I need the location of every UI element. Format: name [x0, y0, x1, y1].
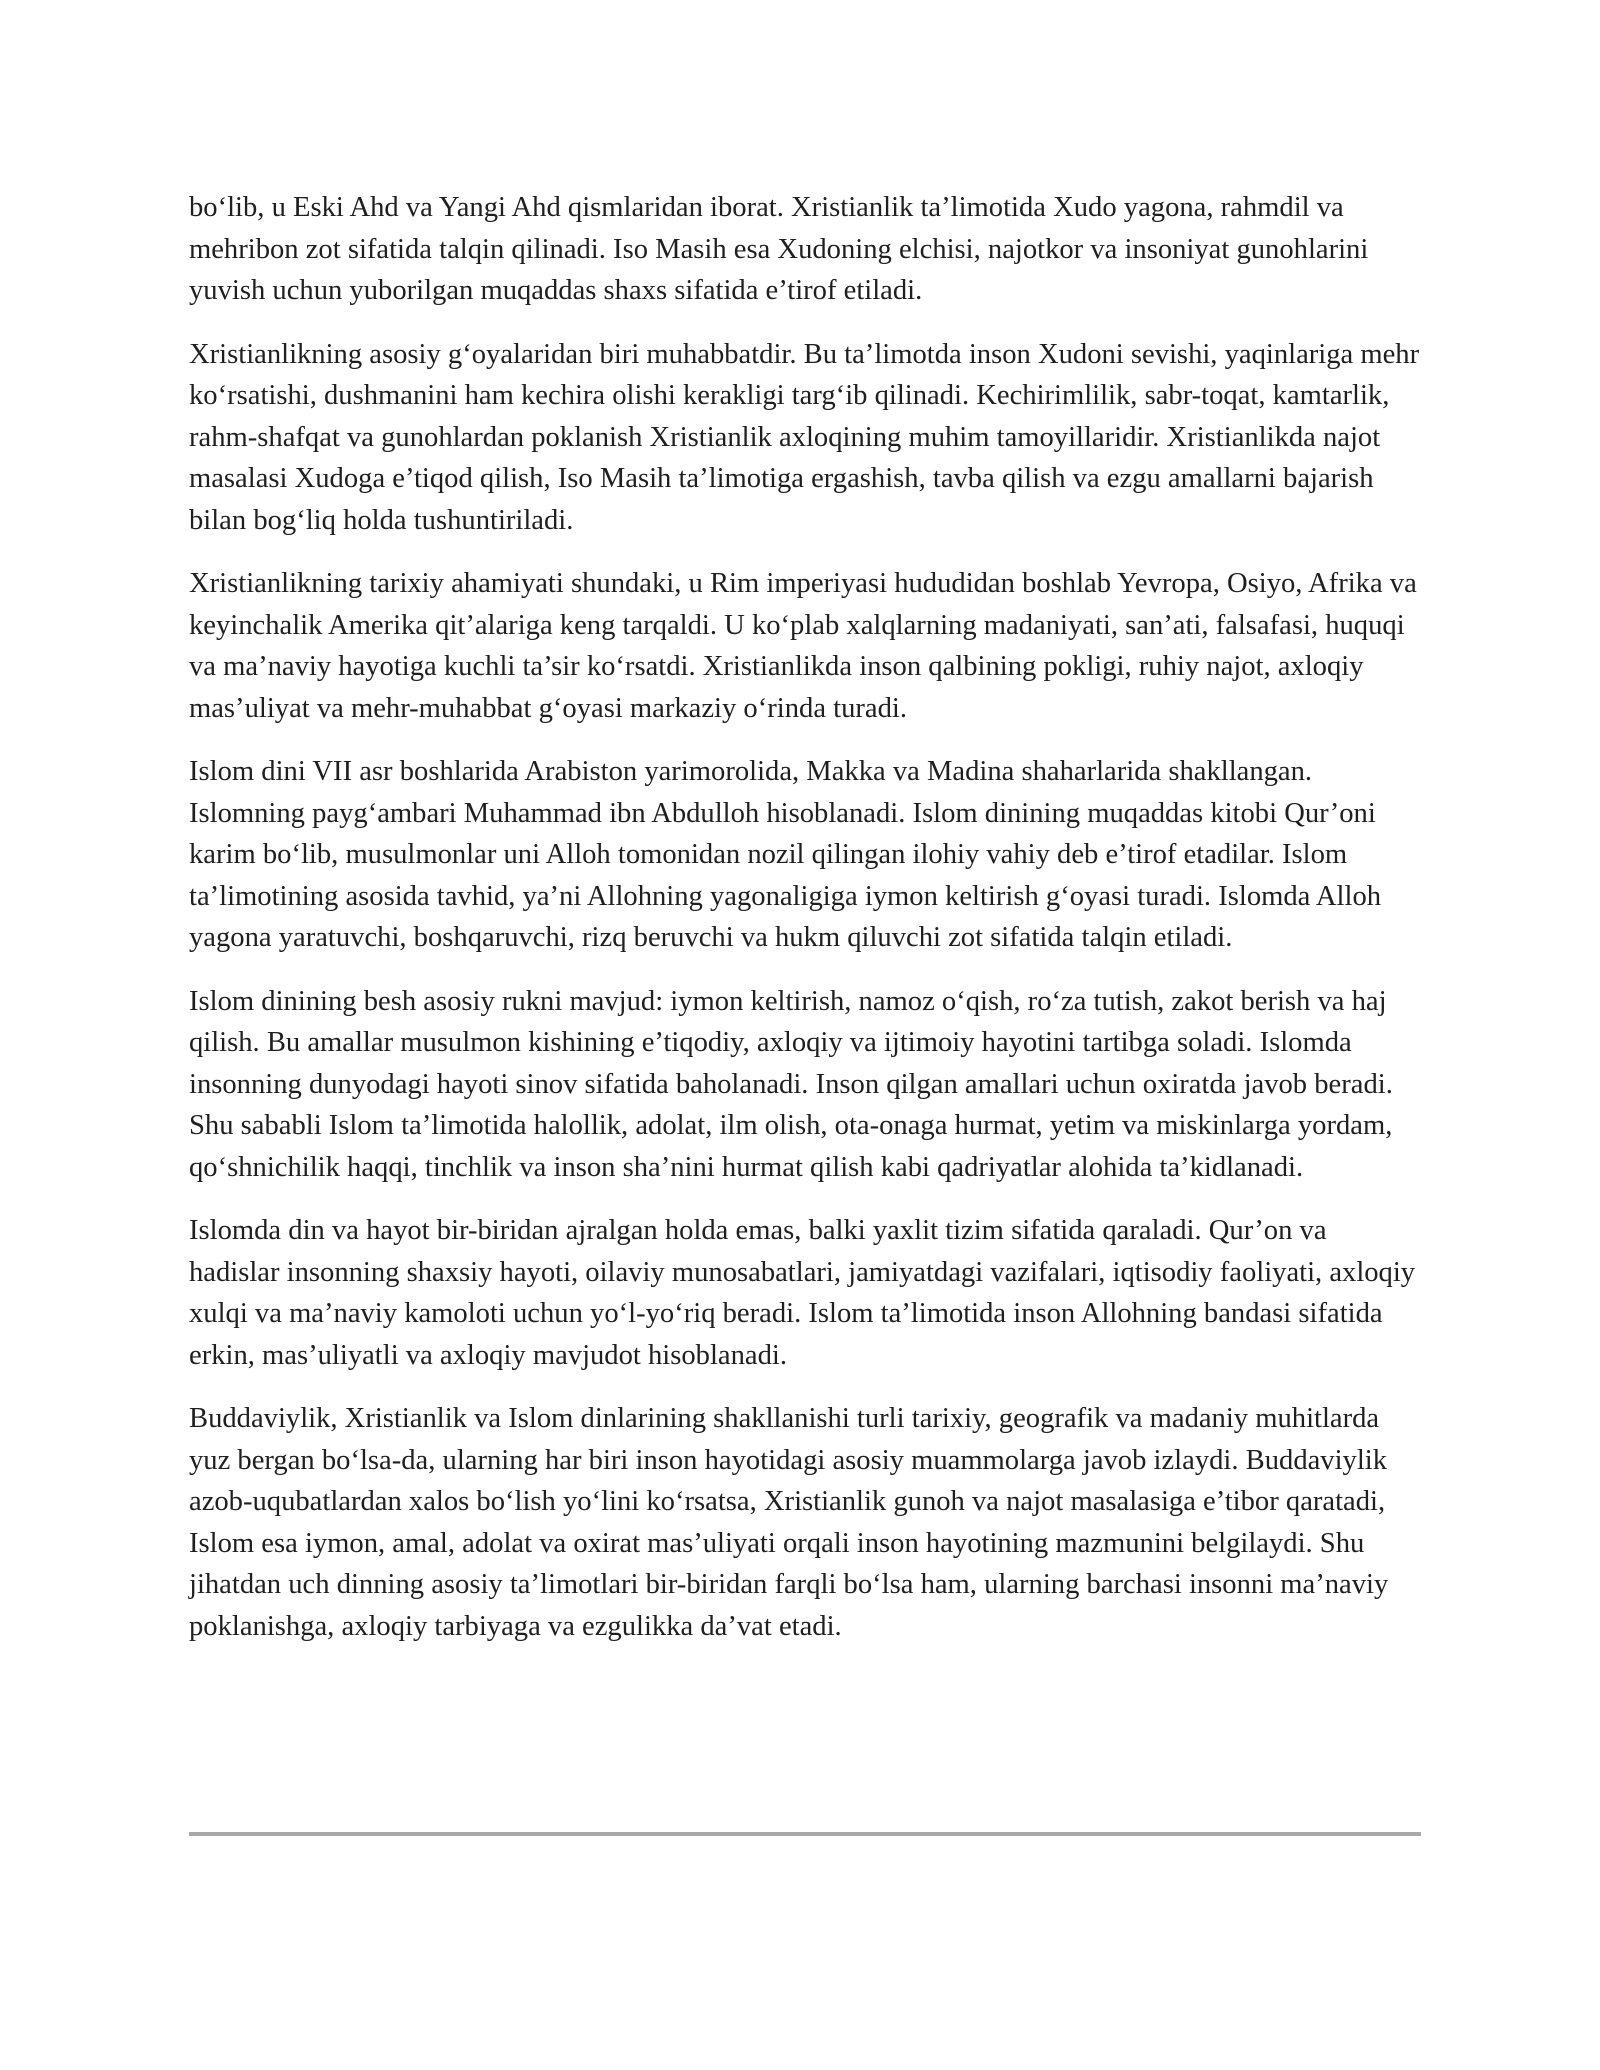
paragraph-7: Buddaviylik, Xristianlik va Islom dinlarining shakllanishi turli tarixiy, geografik va madaniy muhitlarda yuz bergan bo‘lsa-da, ularning har biri inson hayotidagi asosiy muammolarga javob izlaydi. Buddaviylik azob-uqubatlardan xalos bo‘lish yo‘lini ko‘rsatsa, Xristianlik gunoh va najot masalasiga e’tibor qaratadi, Islom esa iymon, amal, adolat va oxirat mas’uliyati orqali inson hayotining mazmunini belgilaydi. Shu jihatdan uch dinning asosiy ta’limotlari bir-biridan farqli bo‘lsa ham, ularning barchasi insonni ma’naviy poklanishga, axloqiy tarbiyaga va ezgulikka da’vat etadi. [189, 1403, 1389, 1642]
paragraph-5: Islom dinining besh asosiy rukni mavjud: iymon keltirish, namoz o‘qish, ro‘za tutish, zakot berish va haj qilish. Bu amallar musulmon kishining e’tiqodiy, axloqiy va ijtimoiy hayotini tartibga soladi. Islomda insonning dunyodagi hayoti sinov sifatida baholanadi. Inson qilgan amallari uchun oxiratda javob beradi. Shu sababli Islom ta’limotida halollik, adolat, ilm olish, ota-onaga hurmat, yetim va miskinlarga yordam, qo‘shnichilik haqqi, tinchlik va inson sha’nini hurmat qilish kabi qadriyatlar alohida ta’kidlanadi. [189, 985, 1393, 1183]
paragraph-2: Xristianlikning asosiy g‘oyalaridan biri muhabbatdir. Bu ta’limotda inson Xudoni sevishi, yaqinlariga mehr ko‘rsatishi, dushmanini ham kechira olishi kerakligi targ‘ib qilinadi. Kechirimlilik, sabr-toqat, kamtarlik, rahm-shafqat va gunohlardan poklanish Xristianlik axloqining muhim tamoyillaridir. Xristianlikda najot masalasi Xudoga e’tiqod qilish, Iso Masih ta’limotiga ergashish, tavba qilish va ezgu amallarni bajarish bilan bog‘liq holda tushuntiriladi. [189, 338, 1420, 536]
horizontal-rule [189, 1832, 1421, 1836]
document-body [189, 187, 1421, 1669]
paragraph-1: bo‘lib, u Eski Ahd va Yangi Ahd qismlaridan iborat. Xristianlik ta’limotida Xudo yagona, rahmdil va mehribon zot sifatida talqin qilinadi. Iso Masih esa Xudoning elchisi, najotkor va insoniyat gunohlarini yuvish uchun yuborilgan muqaddas shaxs sifatida e’tirof etiladi. [189, 192, 1369, 306]
paragraph-6: Islomda din va hayot bir-biridan ajralgan holda emas, balki yaxlit tizim sifatida qaraladi. Qur’on va hadislar insonning shaxsiy hayoti, oilaviy munosabatlari, jamiyatdagi vazifalari, iqtisodiy faoliyati, axloqiy xulqi va ma’naviy kamoloti uchun yo‘l-yo‘riq beradi. Islom ta’limotida inson Allohning bandasi sifatida erkin, mas’uliyatli va axloqiy mavjudot hisoblanadi. [189, 1215, 1416, 1371]
paragraph-3: Xristianlikning tarixiy ahamiyati shundaki, u Rim imperiyasi hududidan boshlab Yevropa, Osiyo, Afrika va keyinchalik Amerika qit’alariga keng tarqaldi. U ko‘plab xalqlarning madaniyati, san’ati, falsafasi, huquqi va ma’naviy hayotiga kuchli ta’sir ko‘rsatdi. Xristianlikda inson qalbining pokligi, ruhiy najot, axloqiy mas’uliyat va mehr-muhabbat g‘oyasi markaziy o‘rinda turadi. [189, 568, 1417, 724]
paragraph-4: Islom dini VII asr boshlarida Arabiston yarimorolida, Makka va Madina shaharlarida shakllangan. Islomning payg‘ambari Muhammad ibn Abdulloh hisoblanadi. Islom dinining muqaddas kitobi Qur’oni karim bo‘lib, musulmonlar uni Alloh tomonidan nozil qilingan ilohiy vahiy deb e’tirof etadilar. Islom ta’limotining asosida tavhid, ya’ni Allohning yagonaligiga iymon keltirish g‘oyasi turadi. Islomda Alloh yagona yaratuvchi, boshqaruvchi, rizq beruvchi va hukm qiluvchi zot sifatida talqin etiladi. [189, 756, 1382, 953]
